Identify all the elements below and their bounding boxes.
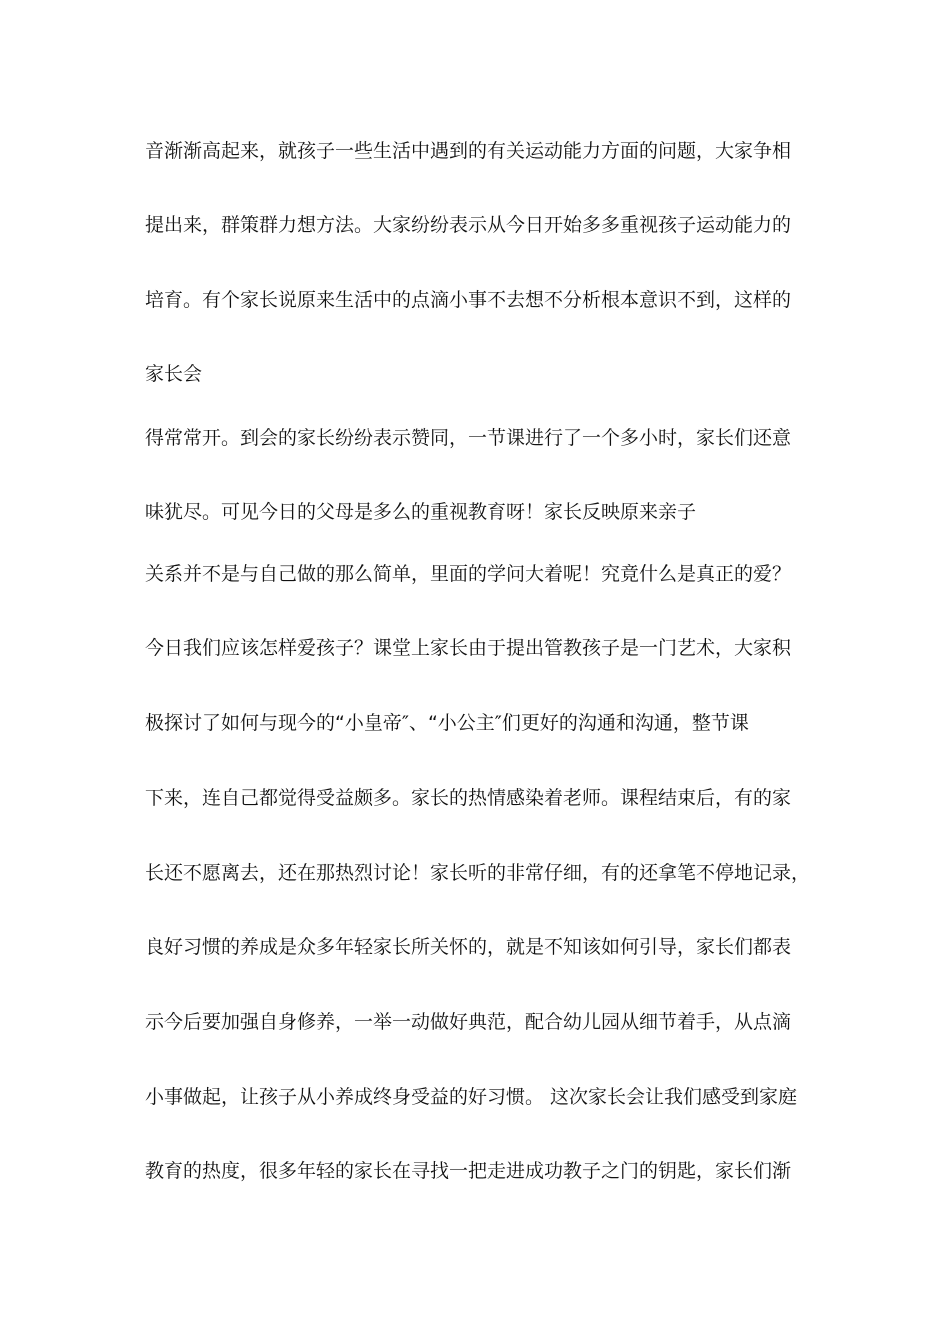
text-line: 音渐渐高起来，就孩子一些生活中遇到的有关运动能力方面的问题，大家争相 — [145, 140, 792, 162]
text-line: 关系并不是与自己做的那么简单，里面的学问大着呢！究竟什么是真正的爱？ — [145, 563, 792, 585]
text-line: 培育。有个家长说原来生活中的点滴小事不去想不分析根本意识不到，这样的 — [145, 289, 792, 311]
text-line: 今日我们应该怎样爱孩子？课堂上家长由于提出管教孩子是一门艺术，大家积 — [145, 637, 792, 659]
text-line: 家长会 — [145, 363, 203, 385]
text-line: 良好习惯的养成是众多年轻家长所关怀的，就是不知该如何引导，家长们都表 — [145, 936, 792, 958]
text-line: 得常常开。到会的家长纷纷表示赞同，一节课进行了一个多小时，家长们还意 — [145, 427, 792, 449]
text-line: 小事做起，让孩子从小养成终身受益的好习惯。 这次家长会让我们感受到家庭 — [145, 1086, 798, 1108]
text-line: 提出来，群策群力想方法。大家纷纷表示从今日开始多多重视孩子运动能力的 — [145, 214, 792, 236]
text-line: 教育的热度，很多年轻的家长在寻找一把走进成功教子之门的钥匙，家长们渐 — [145, 1160, 792, 1182]
text-line: 长还不愿离去，还在那热烈讨论！家长听的非常仔细，有的还拿笔不停地记录， — [145, 862, 811, 884]
text-line: 极探讨了如何与现今的“小皇帝″、“小公主″们更好的沟通和沟通，整节课 — [145, 712, 749, 734]
text-line: 示今后要加强自身修养，一举一动做好典范，配合幼儿园从细节着手，从点滴 — [145, 1011, 792, 1033]
text-line: 味犹尽。可见今日的父母是多么的重视教育呀！家长反映原来亲子 — [145, 501, 697, 523]
text-line: 下来，连自己都觉得受益颇多。家长的热情感染着老师。课程结束后，有的家 — [145, 787, 792, 809]
